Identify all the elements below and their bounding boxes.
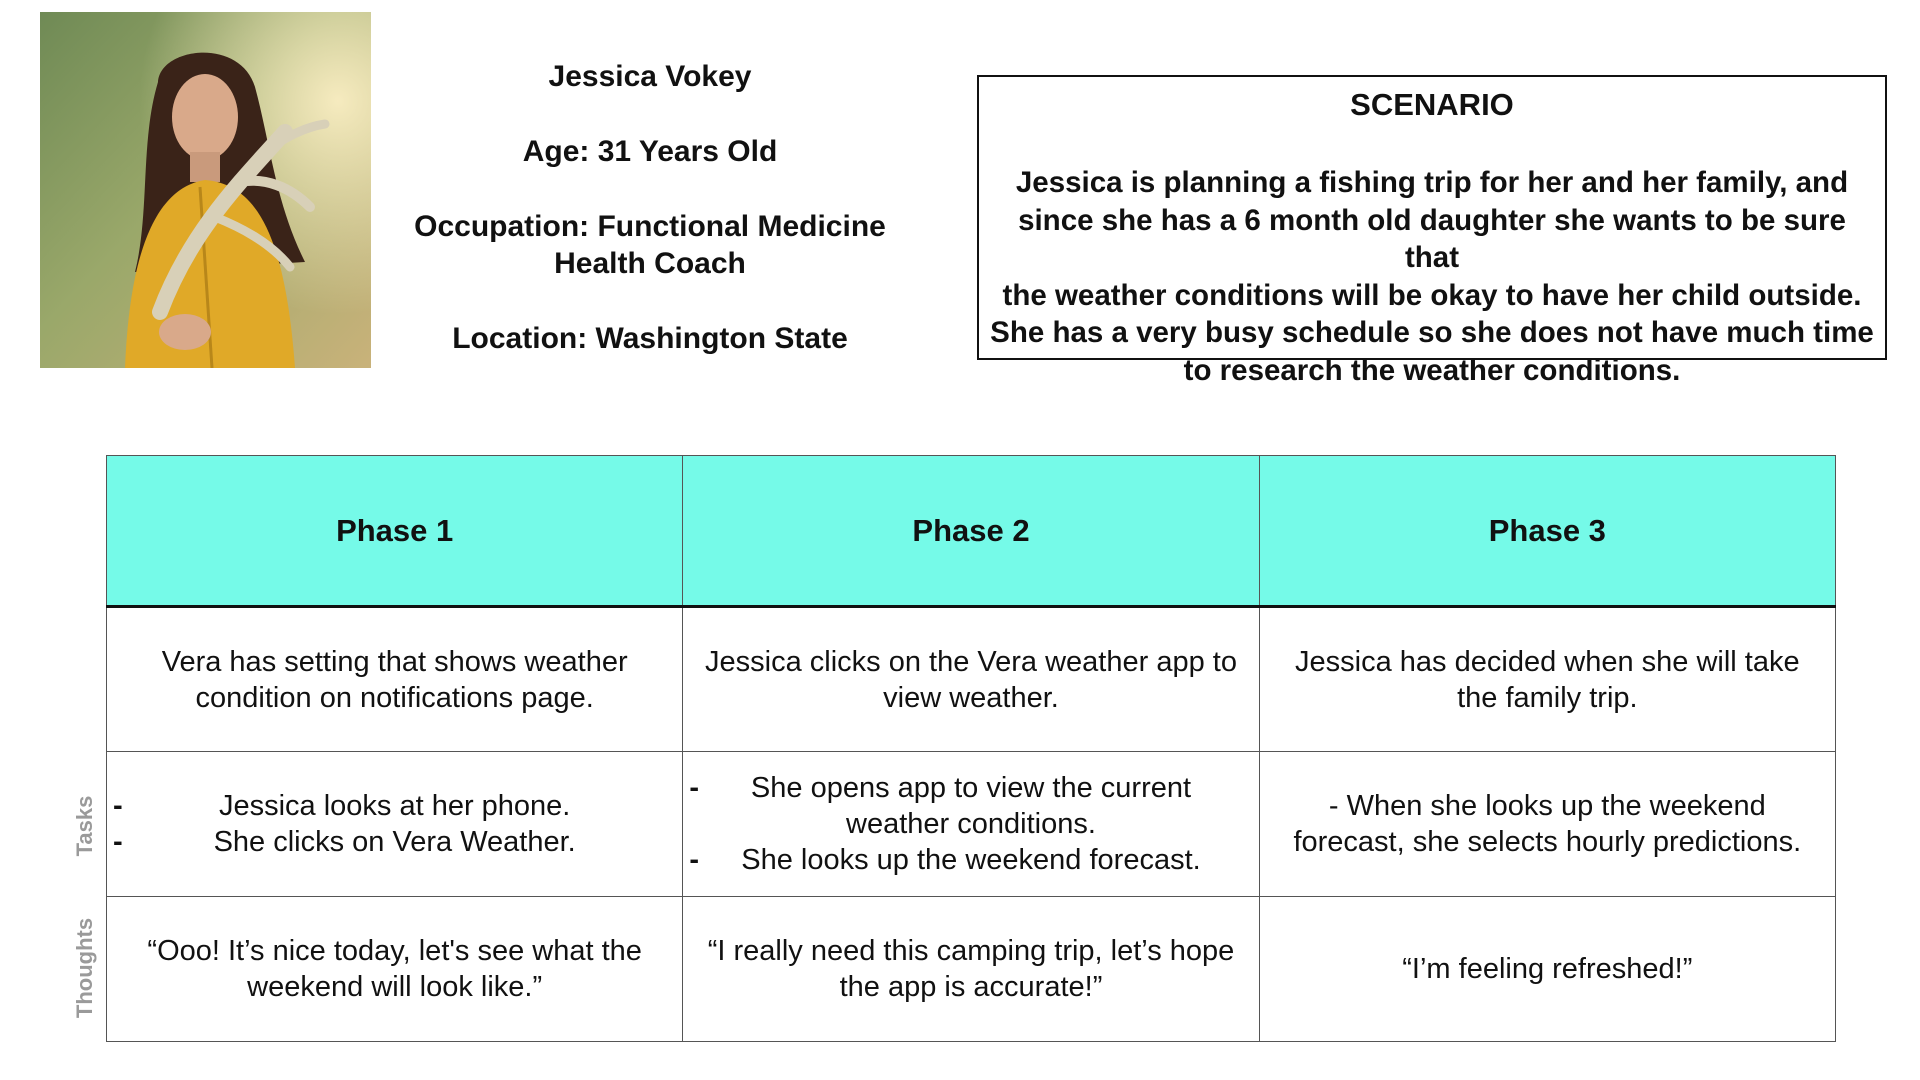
persona-occupation-line1: Occupation: Functional Medicine (414, 210, 886, 243)
task-text: She looks up the weekend forecast. (741, 844, 1201, 876)
scenario-title: SCENARIO (1350, 87, 1514, 122)
context-text: view weather. (883, 681, 1059, 714)
persona-name: Jessica Vokey (548, 60, 752, 93)
scenario-line: to research the weather conditions. (1183, 353, 1681, 387)
context-cell-2 (683, 607, 1259, 752)
thought-text: “Ooo! It’s nice today, let's see what the (147, 935, 642, 967)
scenario-line: the weather conditions will be okay to have her child outside. (1002, 278, 1862, 312)
phase-header-row (107, 456, 1836, 607)
context-cell-3 (1259, 607, 1835, 752)
thoughts-cell-2 (683, 897, 1259, 1042)
task-item (111, 788, 678, 824)
persona-occupation-line2: Health Coach (554, 247, 746, 280)
thought-text: “I’m feeling refreshed!” (1402, 953, 1693, 985)
task-text: forecast, she selects hourly predictions. (1293, 826, 1802, 858)
thought-text: weekend will look like.” (247, 971, 543, 1003)
scenario-line: since she has a 6 month old daughter she wants to be sure that (1018, 203, 1846, 274)
tasks-cell-3 (1259, 752, 1835, 897)
dash-bullet: - (113, 826, 123, 858)
context-text: Jessica clicks on the Vera weather app to (705, 645, 1237, 678)
task-text: - When she looks up the weekend (1328, 790, 1766, 822)
task-text: She clicks on Vera Weather. (213, 826, 576, 858)
thoughts-cell-3 (1259, 897, 1835, 1042)
scenario-box (977, 75, 1887, 387)
context-cell-1 (107, 607, 683, 752)
persona-location: Location: Washington State (452, 322, 848, 355)
tasks-cell-1 (107, 752, 683, 897)
thought-text: “I really need this camping trip, let’s hope (707, 935, 1235, 967)
tasks-row (107, 752, 1836, 897)
dash-bullet: - (113, 790, 123, 822)
scenario-line: She has a very busy schedule so she does not have much time (990, 316, 1874, 349)
journey-table (106, 455, 1836, 1042)
persona-info (370, 58, 930, 395)
phase-header-1: Phase 1 (107, 456, 683, 607)
thoughts-cell-1 (107, 897, 683, 1042)
scenario-body (989, 164, 1875, 389)
scenario-line: Jessica is planning a fishing trip for her and her family, and (1015, 166, 1849, 199)
persona-photo-illustration (40, 12, 371, 368)
persona-age: Age: 31 Years Old (522, 135, 778, 168)
task-text: weather conditions. (846, 808, 1096, 840)
phase-header-3: Phase 3 (1259, 456, 1835, 607)
task-item (111, 824, 678, 860)
persona-occupation (370, 208, 930, 282)
tasks-cell-2 (683, 752, 1259, 897)
context-text: Jessica has decided when she will take (1295, 645, 1800, 678)
dash-bullet: - (689, 844, 699, 876)
thoughts-row (107, 897, 1836, 1042)
context-text: condition on notifications page. (195, 681, 594, 714)
context-text: the family trip. (1457, 681, 1638, 714)
context-row (107, 607, 1836, 752)
task-item (687, 770, 1254, 842)
row-label-thoughts: Thoughts (72, 917, 97, 1019)
row-label-tasks: Tasks (72, 795, 97, 857)
thought-text: the app is accurate!” (839, 971, 1103, 1003)
persona-photo (40, 12, 371, 368)
dash-bullet: - (689, 772, 699, 804)
context-text: Vera has setting that shows weather (161, 645, 628, 678)
task-item (687, 842, 1254, 878)
phase-header-2: Phase 2 (683, 456, 1259, 607)
task-text: Jessica looks at her phone. (218, 790, 571, 822)
task-text: She opens app to view the current (750, 772, 1192, 804)
